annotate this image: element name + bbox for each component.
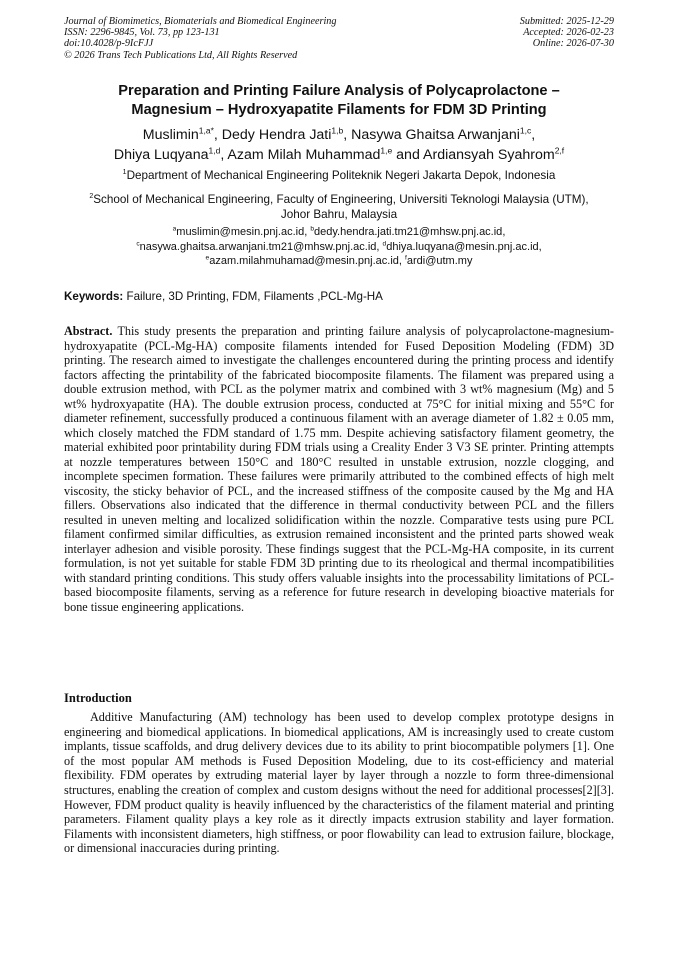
email-address: dhiya.luqyana@mesin.pnj.ac.id: [386, 240, 539, 253]
author-name: Dedy Hendra Jati: [221, 127, 332, 143]
author-affiliation-mark: 1,b: [331, 125, 344, 136]
author-separator: ,: [213, 127, 222, 143]
author-affiliation-mark: 1,d: [208, 145, 221, 156]
submission-dates: [520, 16, 614, 50]
email-address: ardi@utm.my: [406, 255, 473, 267]
affiliation-mark: 1: [122, 169, 127, 177]
journal-doi: doi:10.4028/p-9IcFJJ: [64, 38, 154, 50]
submitted-date: Submitted: 2025-12-29: [519, 16, 614, 27]
online-date: Online: 2026-07-30: [532, 38, 614, 50]
email-mark: e: [205, 254, 210, 262]
author-separator: ,: [220, 147, 228, 163]
author-separator: ,: [343, 127, 352, 143]
affiliation-2: [44, 192, 634, 222]
email-mark: b: [310, 225, 315, 233]
paper-title: [64, 82, 614, 120]
abstract: [64, 324, 614, 614]
journal-name: Journal of Biomimetics, Biomaterials and Biomedical Engineering: [64, 16, 337, 27]
author-separator: and: [392, 147, 423, 163]
keywords-text: Failure, 3D Printing, FDM, Filaments ,PCL-Mg-HA: [123, 290, 383, 303]
email-mark: f: [405, 254, 407, 262]
journal-info: [64, 16, 336, 61]
email-address: nasywa.ghaitsa.arwanjani.tm21@mhsw.pnj.ac.id: [139, 240, 377, 253]
affiliation-text: Department of Mechanical Engineering Politeknik Negeri Jakarta Depok, Indonesia: [126, 169, 556, 182]
email-address: azam.milahmuhamad@mesin.pnj.ac.id: [209, 255, 399, 267]
email-address: dedy.hendra.jati.tm21@mhsw.pnj.ac.id: [314, 226, 503, 238]
section-heading-introduction: Introduction: [64, 691, 132, 705]
email-mark: a: [172, 225, 177, 233]
affiliation-mark: 2: [89, 193, 94, 201]
email-line-2: $^c$nasywa.ghaitsa.arwanjani.tm21@mhsw.pnj.ac.id, $^d$dhiya.luqyana@mesin.pnj.ac.id,: [136, 239, 542, 253]
accepted-date: Accepted: 2026-02-23: [523, 27, 614, 39]
author-affiliation-mark: 1,e: [380, 145, 393, 156]
keywords: [64, 290, 614, 304]
affiliation-text: School of Mechanical Engineering, Faculty of Engineering, Universiti Teknologi Malaysia (UTM),: [93, 193, 589, 206]
email-line-1: $^a$muslimin@mesin.pnj.ac.id, $^b$dedy.hendra.jati.tm21@mhsw.pnj.ac.id,: [172, 225, 506, 238]
title-line-1: Preparation and Printing Failure Analysis of Polycaprolactone –: [118, 83, 560, 99]
affiliation-line: [44, 192, 634, 207]
email-mark: d: [382, 239, 387, 247]
author-list: [40, 125, 638, 165]
affiliation-line: Johor Bahru, Malaysia: [280, 208, 398, 221]
author-name: Azam Milah Muhammad: [227, 147, 381, 163]
introduction-paragraph: Additive Manufacturing (AM) technology has been used to develop complex prototype designs in engineering and biomedical applications. In biomedical applications, AM is increasingly used to create custom implants, tissue scaffolds, and drug delivery devices due to its ability to print biocompatible polymers [1]. One of the most popular AM methods is Fused Deposition Modeling, due to its cost-efficiency and material flexibility. FDM operates by extruding material layer by layer through a nozzle to form three-dimensional structures, enabling the creation of complex and custom designs without the need for additional processes[2][3]. However, FDM product quality is heavily influenced by the characteristics of the filament material and printing parameters. Filament quality plays a key role as it directly impacts extrusion stability and layer formation. Filaments with inconsistent diameters, high stiffness, or poor flowability can lead to extrusion failure, blockage, or dimensional inaccuracies during printing.: [64, 710, 614, 856]
author-name: Muslimin: [142, 127, 199, 143]
author-name: Ardiansyah Syahrom: [423, 147, 555, 163]
abstract-text: This study presents the preparation and printing failure analysis of polycaprolactone-magnesium-hydroxyapatite (PCL-Mg-HA) composite filaments intended for Fused Deposition Modeling (FDM) 3D printing. The research aimed to investigate the challenges encountered during the printing process and identify factors affecting the printability of the fabricated biocomposite filaments. The filament was prepared using a double extrusion method, with PCL as the polymer matrix and combined with 3 wt% magnesium (Mg) and 5 wt% hydroxyapatite (HA). The double extrusion process, conducted at 75°C for initial mixing and 55°C for diameter refinement, successfully produced a continuous filament with an average diameter of 1.82 ± 0.05 mm, which closely matched the FDM standard of 1.75 mm. Despite achieving satisfactory filament geometry, the material exhibited poor printability during FDM trials using a Creality Ender 3 V3 SE printer. Printing attempts at nozzle temperatures between 150°C and 180°C resulted in unstable extrusion, nozzle clogging, and incomplete specimen formation. These failures were primarily attributed to the combined effects of high melt viscosity, the sticky behavior of PCL, and the increased stiffness of the composite caused by the Mg and HA fillers. Observations also indicated that the difference in thermal conductivity between PCL and the fillers resulted in uneven melting and localized solidification within the nozzle. Comparative tests using pure PCL filament confirmed similar difficulties, as extrusion remained inconsistent and the printed parts showed weak interlayer adhesion and visible porosity. These findings suggest that the PCL-Mg-HA composite, in its current formulation, is not yet suitable for stable FDM 3D printing due to its rheological and thermal incompatibilities with standard printing conditions. This study offers valuable insights into the processability limitations of PCL-based biocomposite filaments, serving as a reference for future research in developing bioactive materials for bone tissue engineering applications.: [64, 324, 614, 614]
author-emails: [64, 225, 614, 269]
email-line-3: $^e$azam.milahmuhamad@mesin.pnj.ac.id, $^f$ardi@utm.my: [205, 254, 473, 267]
email-mark: c: [136, 239, 140, 247]
author-separator: ,: [531, 127, 536, 143]
author-affiliation-mark: 2,f: [554, 145, 565, 156]
author-affiliation-mark: 1,c: [519, 125, 532, 136]
author-line-1: [40, 125, 638, 145]
keywords-label: Keywords:: [64, 290, 124, 303]
abstract-label: Abstract.: [64, 324, 113, 338]
affiliation-1: [44, 168, 634, 183]
author-name: Nasywa Ghaitsa Arwanjani: [351, 127, 520, 143]
author-affiliation-mark: 1,a*: [198, 125, 214, 136]
email-address: muslimin@mesin.pnj.ac.id: [176, 226, 305, 238]
journal-copyright: © 2026 Trans Tech Publications Ltd, All Rights Reserved: [64, 49, 298, 61]
author-name: Dhiya Luqyana: [113, 147, 209, 163]
title-line-2: Magnesium – Hydroxyapatite Filaments for FDM 3D Printing: [131, 102, 547, 118]
journal-issn: ISSN: 2296-9845, Vol. 73, pp 123-131: [64, 27, 220, 39]
author-line-2: [40, 145, 638, 165]
